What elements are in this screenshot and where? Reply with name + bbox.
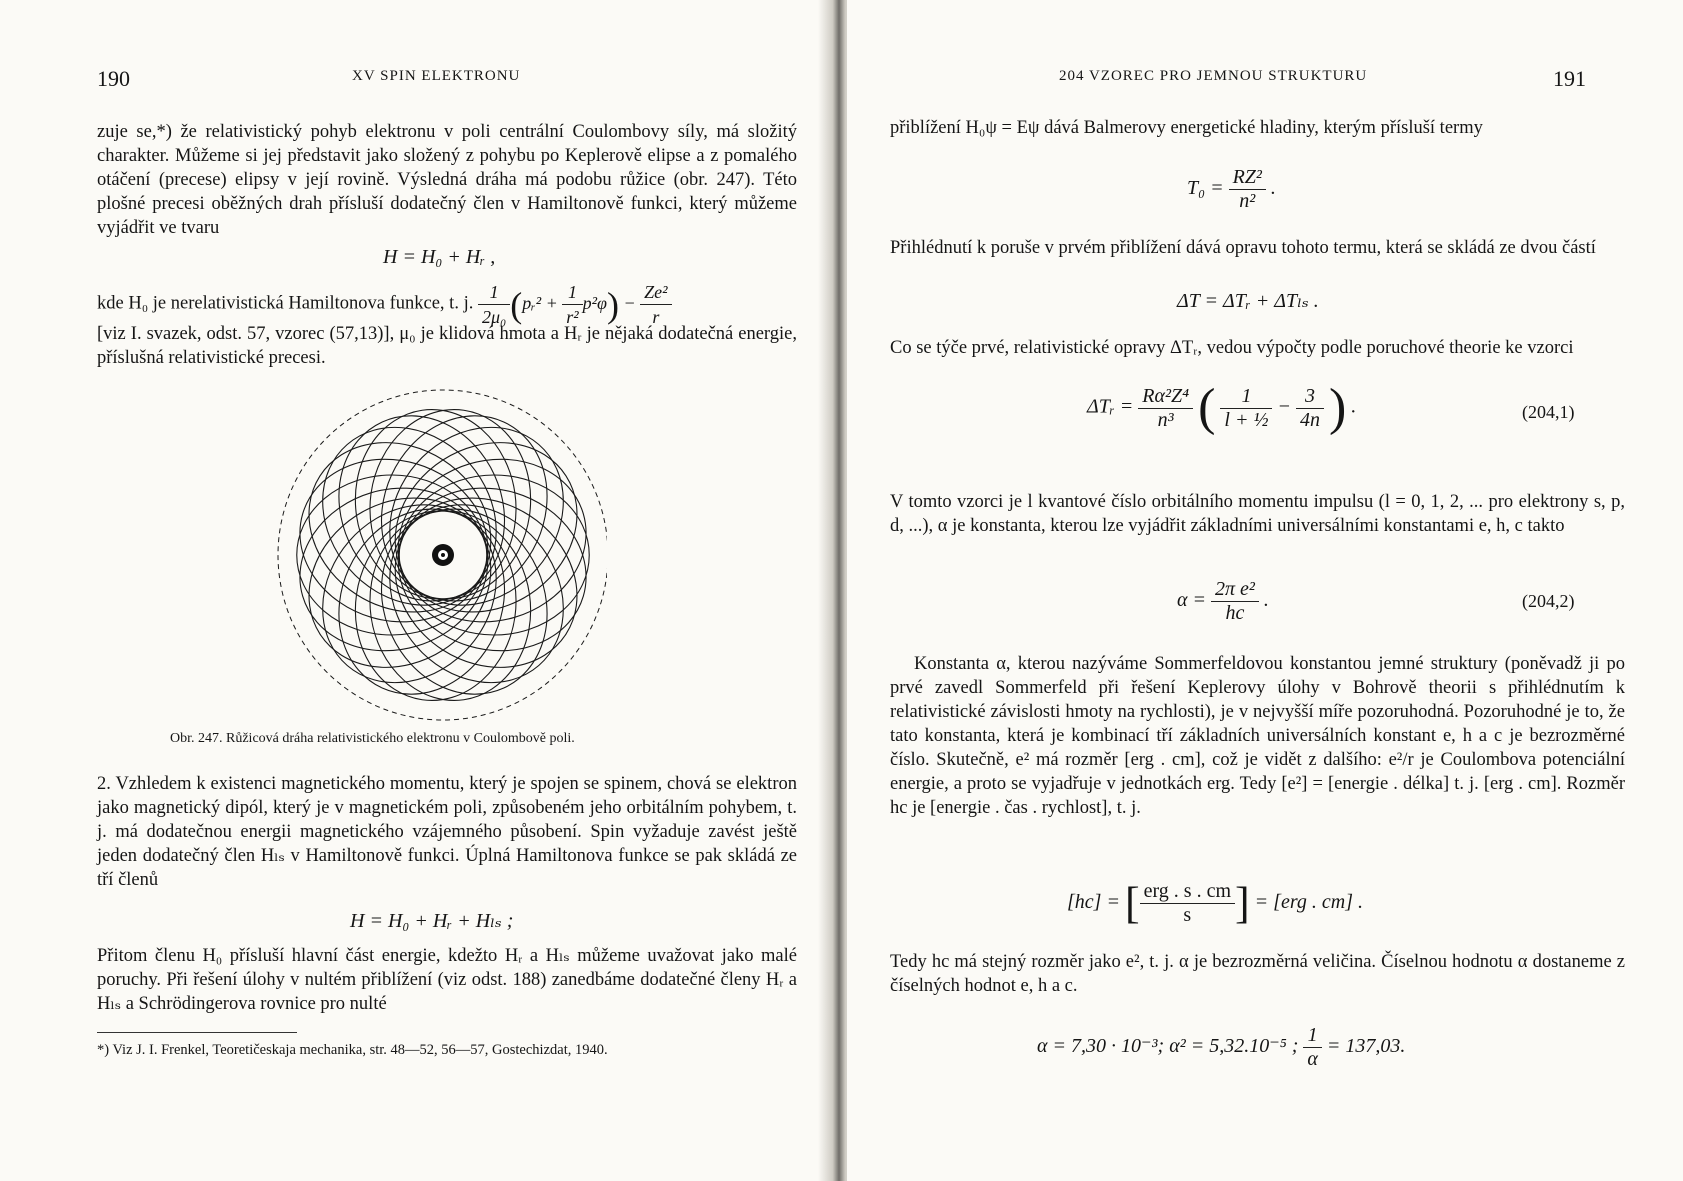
equation-204-2: α = $\frac{\text{2π e²}}{hc}$ . [1177, 578, 1269, 624]
footnote-rule [97, 1032, 297, 1033]
rosette-orbit [309, 482, 533, 721]
equation-deltaT: ΔT = ΔTᵣ + ΔTₗₛ . [1177, 290, 1319, 312]
page-number-right: 191 [1553, 66, 1586, 91]
rosette-orbit [354, 392, 599, 640]
rosette-orbit [277, 464, 523, 701]
rosette-orbit [309, 389, 533, 628]
equation-hamiltonian-2: H = H₀ + Hᵣ + Hₗₛ ; [350, 910, 514, 932]
rosette-orbit [287, 392, 532, 640]
rosette-orbit [354, 470, 599, 718]
equation-hc: [hc] = [ $\frac{\text{erg . s . cm}}{s}$ ] = [erg . cm] . [1067, 878, 1363, 928]
right-paragraph-6: Tedy hc má stejný rozměr jako e², t. j. α je bezrozměrná veličina. Číselnou hodnotu α dostaneme z číselných hodnot e, h a c. [890, 952, 1625, 996]
rosette-orbit [343, 500, 528, 711]
equation-hamiltonian-1: H = H₀ + Hᵣ , [383, 246, 496, 268]
right-paragraph-1: přiblížení H₀ψ = Eψ dává Balmerovy energetické hladiny, kterým přísluší termy [890, 118, 1483, 138]
rosette-orbit [277, 409, 523, 646]
right-page [847, 0, 1683, 1181]
rosette-orbit [343, 399, 528, 610]
equation-label-204-1: (204,1) [1522, 402, 1575, 422]
rosette-figure [265, 377, 607, 725]
left-paragraph-4: Přitom členu H₀ přísluší hlavní část energie, kdežto Hᵣ a Hₗₛ můžeme uvažovat jako malé poruchy. Při řešení úlohy v nultém přiblížení (viz odst. 188) zanedbáme dodatečné členy Hᵣ a Hₗₛ a Schrödingerova rovnice pro nulté [97, 946, 797, 1014]
footnote: *) Viz J. I. Frenkel, Teoretičeskaja mechanika, str. 48—52, 56—57, Gostechizdat, 1940. [97, 1042, 608, 1058]
left-paragraph-3: 2. Vzhledem k existenci magnetického momentu, který je spojen se spinem, chová se elektron jako magnetický dipól, který je v magnetickém poli, způsobeném jeho orbitálním pohybem, t. j. má dodatečnou energii magnetického vzájemného působení. Spin vyžaduje zavést ještě jeden dodatečný člen Hₗₛ v Hamiltonově funkci. Úplná Hamiltonova funkce se pak skládá ze tří členů [97, 774, 797, 890]
rosette-orbit [352, 389, 576, 628]
equation-T0: T₀ = $\frac{\text{RZ²}}{\text{n²}}$ . [1187, 166, 1276, 212]
left-paragraph-2: [viz I. svazek, odst. 57, vzorec (57,13)], μ₀ je klidová hmota a Hᵣ je nějaká dodatečná energie, příslušná relativistické precesi. [97, 324, 797, 368]
rosette-orbit [352, 482, 576, 721]
page-number-left: 190 [97, 66, 130, 91]
right-paragraph-2: Přihlédnutí k poruše v prvém přiblížení dává opravu tohoto termu, která se skládá ze dvou částí [890, 238, 1596, 258]
left-page [0, 0, 832, 1181]
kde-formula: $\frac{1}{\text{2μ₀}}$ (pᵣ² + $\frac{1}{\text{r²}}$ p²φ) − $\frac{\text{Ze²}}{r}$ [478, 293, 672, 313]
left-paragraph-1: zuje se,*) že relativistický pohyb elektronu v poli centrální Coulombovy síly, má složitý charakter. Můžeme si jej představit jako složený z pohybu po Keplerově elipse a z pomalého otáčení (precese) elipsy v její rovině. Výsledná dráha má podobu růžice (obr. 247). Této plošné precesi oběžných drah přísluší dodatečný člen v Hamiltonově funkci, který můžeme vyjádřit ve tvaru [97, 122, 797, 238]
figure-caption: Obr. 247. Růžicová dráha relativistického elektronu v Coulombově poli. [170, 731, 575, 746]
equation-alpha-value: α = 7,30 · 10⁻³; α² = 5,32.10⁻⁵ ; $\frac{1}{\alpha}$ = 137,03. [1037, 1024, 1406, 1070]
rosette-orbit [287, 470, 532, 718]
running-header-left: XV SPIN ELEKTRONU [352, 68, 521, 84]
right-paragraph-4: V tomto vzorci je l kvantové číslo orbitálního momentu impulsu (l = 0, 1, 2, ... pro elektrony s, p, d, ...), α je konstanta, kterou lze vyjádřit základními universálními konstantami e, h, c takto [890, 492, 1625, 536]
right-paragraph-5: Konstanta α, kterou nazýváme Sommerfeldovou konstantou jemné struktury (poněvadž ji po prvé zavedl Sommerfeld při řešení Keplerovy úlohy v Bohrově theorii s přihlédnutím k relativistické závislosti hmoty na rychlosti), je v nejvyšší míře pozoruhodná. Pozoruhodné je to, že tato konstanta, která je kombinací tří základních universálních konstant e, h a c je bezrozměrné číslo. Skutečně, e² má rozměr [erg . cm], což je vidět z dalšího: e²/r je Coulombova potenciální energie, a proto se vyjadřuje v jednotkách erg. Tedy [e²] = [energie . délka] t. j. [erg . cm]. Rozměr hc je [energie . čas . rychlost], t. j. [890, 654, 1625, 818]
kde-text: kde H₀ je nerelativistická Hamiltonova funkce, t. j. [97, 293, 474, 314]
rosette-orbit [358, 500, 543, 711]
equation-label-204-2: (204,2) [1522, 591, 1575, 611]
right-paragraph-3: Co se týče prvé, relativistické opravy ΔTᵣ, vedou výpočty podle poruchové theorie ke vzorci [890, 338, 1574, 358]
rosette-orbit [358, 399, 543, 610]
equation-204-1: ΔTᵣ = $\frac{\text{Rα²Z⁴}}{\text{n³}}$ ( $\frac{1}{\text{l + ½}}$ − $\frac{3}{4n}$ ) . [1087, 379, 1357, 436]
running-header-right: 204 VZOREC PRO JEMNOU STRUKTURU [1059, 68, 1368, 84]
